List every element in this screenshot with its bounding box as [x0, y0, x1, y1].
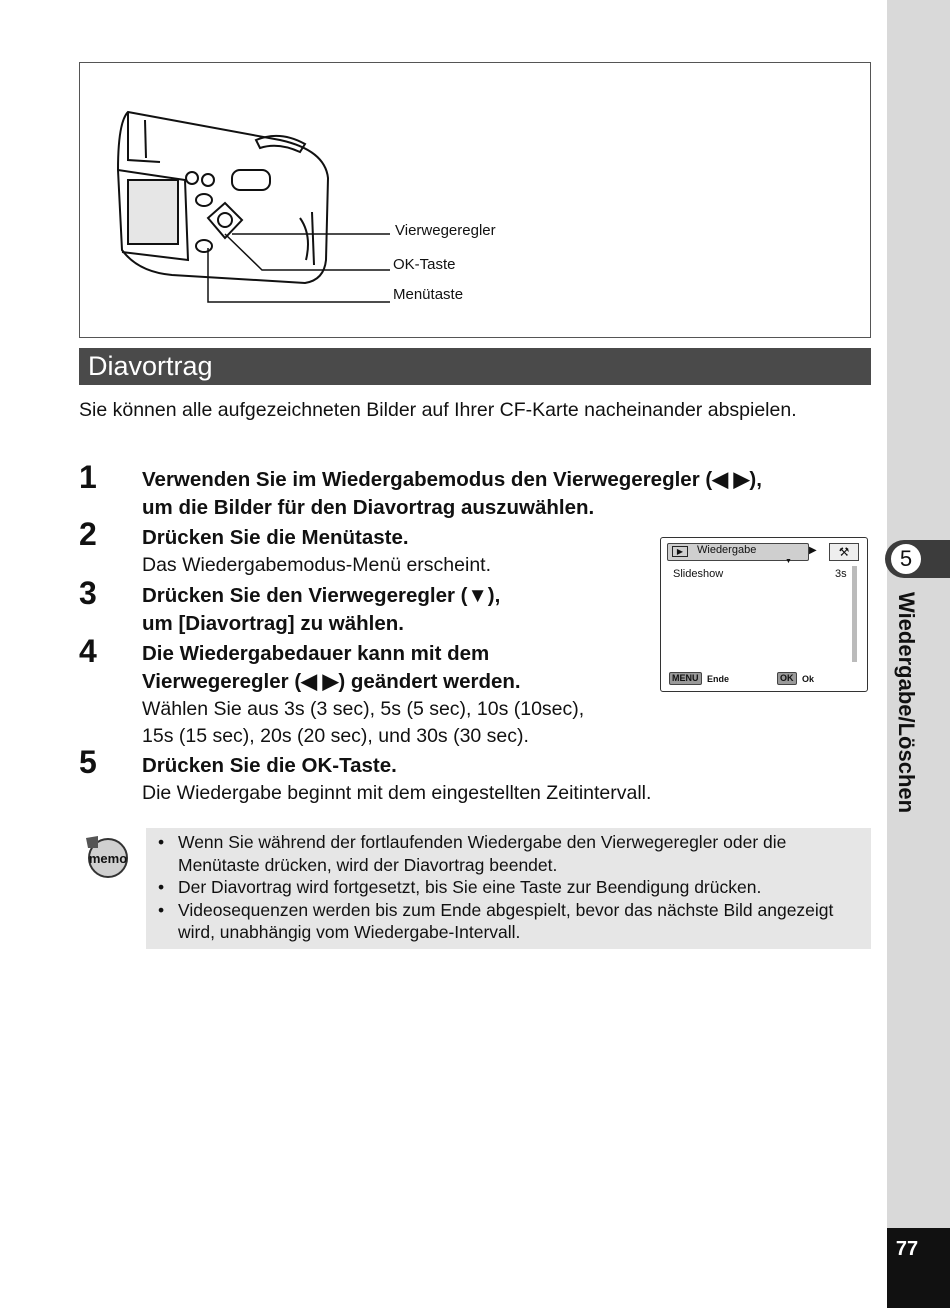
svg-text:memo: memo: [88, 851, 128, 866]
callout-four-way-controller: Vierwegeregler: [395, 222, 496, 239]
step-number: 3: [79, 575, 97, 611]
step-number: 1: [79, 459, 97, 495]
callout-lines: [200, 210, 400, 310]
step-description: Wählen Sie aus 3s (3 sec), 5s (5 sec), 10s (10sec),: [142, 698, 585, 720]
step-heading: Vierwegeregler (◀ ▶) geändert werden.: [142, 670, 521, 693]
menu-item-label: Slideshow: [673, 568, 724, 580]
ok-key-label: Ok: [802, 674, 815, 684]
chapter-number: 5: [889, 542, 923, 576]
menu-item-value: 3s: [835, 568, 847, 580]
memo-icon: [82, 832, 130, 878]
page-number: 77: [895, 1238, 919, 1260]
intro-paragraph: Sie können alle aufgezeichneten Bilder auf Ihrer CF-Karte nacheinander abspielen.: [79, 399, 797, 421]
step-heading: Verwenden Sie im Wiedergabemodus den Vierwegeregler (◀ ▶),: [142, 468, 762, 491]
step-description: Die Wiedergabe beginnt mit dem eingestellten Zeitintervall.: [142, 782, 652, 804]
callout-menu-button: Menütaste: [393, 286, 464, 303]
step-heading: um [Diavortrag] zu wählen.: [142, 612, 404, 635]
section-title: Diavortrag: [88, 351, 213, 381]
step-heading: Die Wiedergabedauer kann mit dem: [142, 642, 490, 665]
step-description: Das Wiedergabemodus-Menü erscheint.: [142, 554, 492, 576]
memo-item: • Videosequenzen werden bis zum Ende abgespielt, bevor das nächste Bild angezeigt wird, unabhängig vom Wiedergabe-Intervall.: [156, 899, 856, 944]
step-heading: um die Bilder für den Diavortrag auszuwählen.: [142, 496, 595, 519]
chapter-title: Wiedergabe/Löschen: [894, 592, 919, 814]
menu-key-icon: MENU: [669, 672, 702, 685]
step-number: 4: [79, 633, 97, 669]
arrow-right-icon: ▶: [809, 545, 817, 556]
step-heading: Drücken Sie die Menütaste.: [142, 526, 409, 549]
scrollbar: [852, 566, 857, 662]
menu-key-label: Ende: [707, 674, 730, 684]
memo-list: [156, 831, 856, 944]
memo-item: • Wenn Sie während der fortlaufenden Wiedergabe den Vierwegeregler oder die Menütaste drücken, wird der Diavortrag beendet.: [156, 831, 856, 876]
step-heading: Drücken Sie den Vierwegeregler (▼),: [142, 584, 501, 607]
selection-marker-icon: ▼: [785, 558, 792, 565]
step-number: 5: [79, 744, 97, 780]
playback-icon: ▶: [672, 546, 688, 557]
ok-key-icon: OK: [777, 672, 797, 685]
step-description: 15s (15 sec), 20s (20 sec), und 30s (30 sec).: [142, 725, 529, 747]
memo-item: • Der Diavortrag wird fortgesetzt, bis Sie eine Taste zur Beendigung drücken.: [156, 876, 856, 899]
camera-menu-screen: [660, 537, 868, 692]
playback-tab-label: Wiedergabe: [697, 544, 757, 556]
callout-ok-button: OK-Taste: [393, 256, 456, 273]
step-number: 2: [79, 516, 97, 552]
setup-tab-icon: ⚒: [829, 543, 859, 561]
step-heading: Drücken Sie die OK-Taste.: [142, 754, 397, 777]
